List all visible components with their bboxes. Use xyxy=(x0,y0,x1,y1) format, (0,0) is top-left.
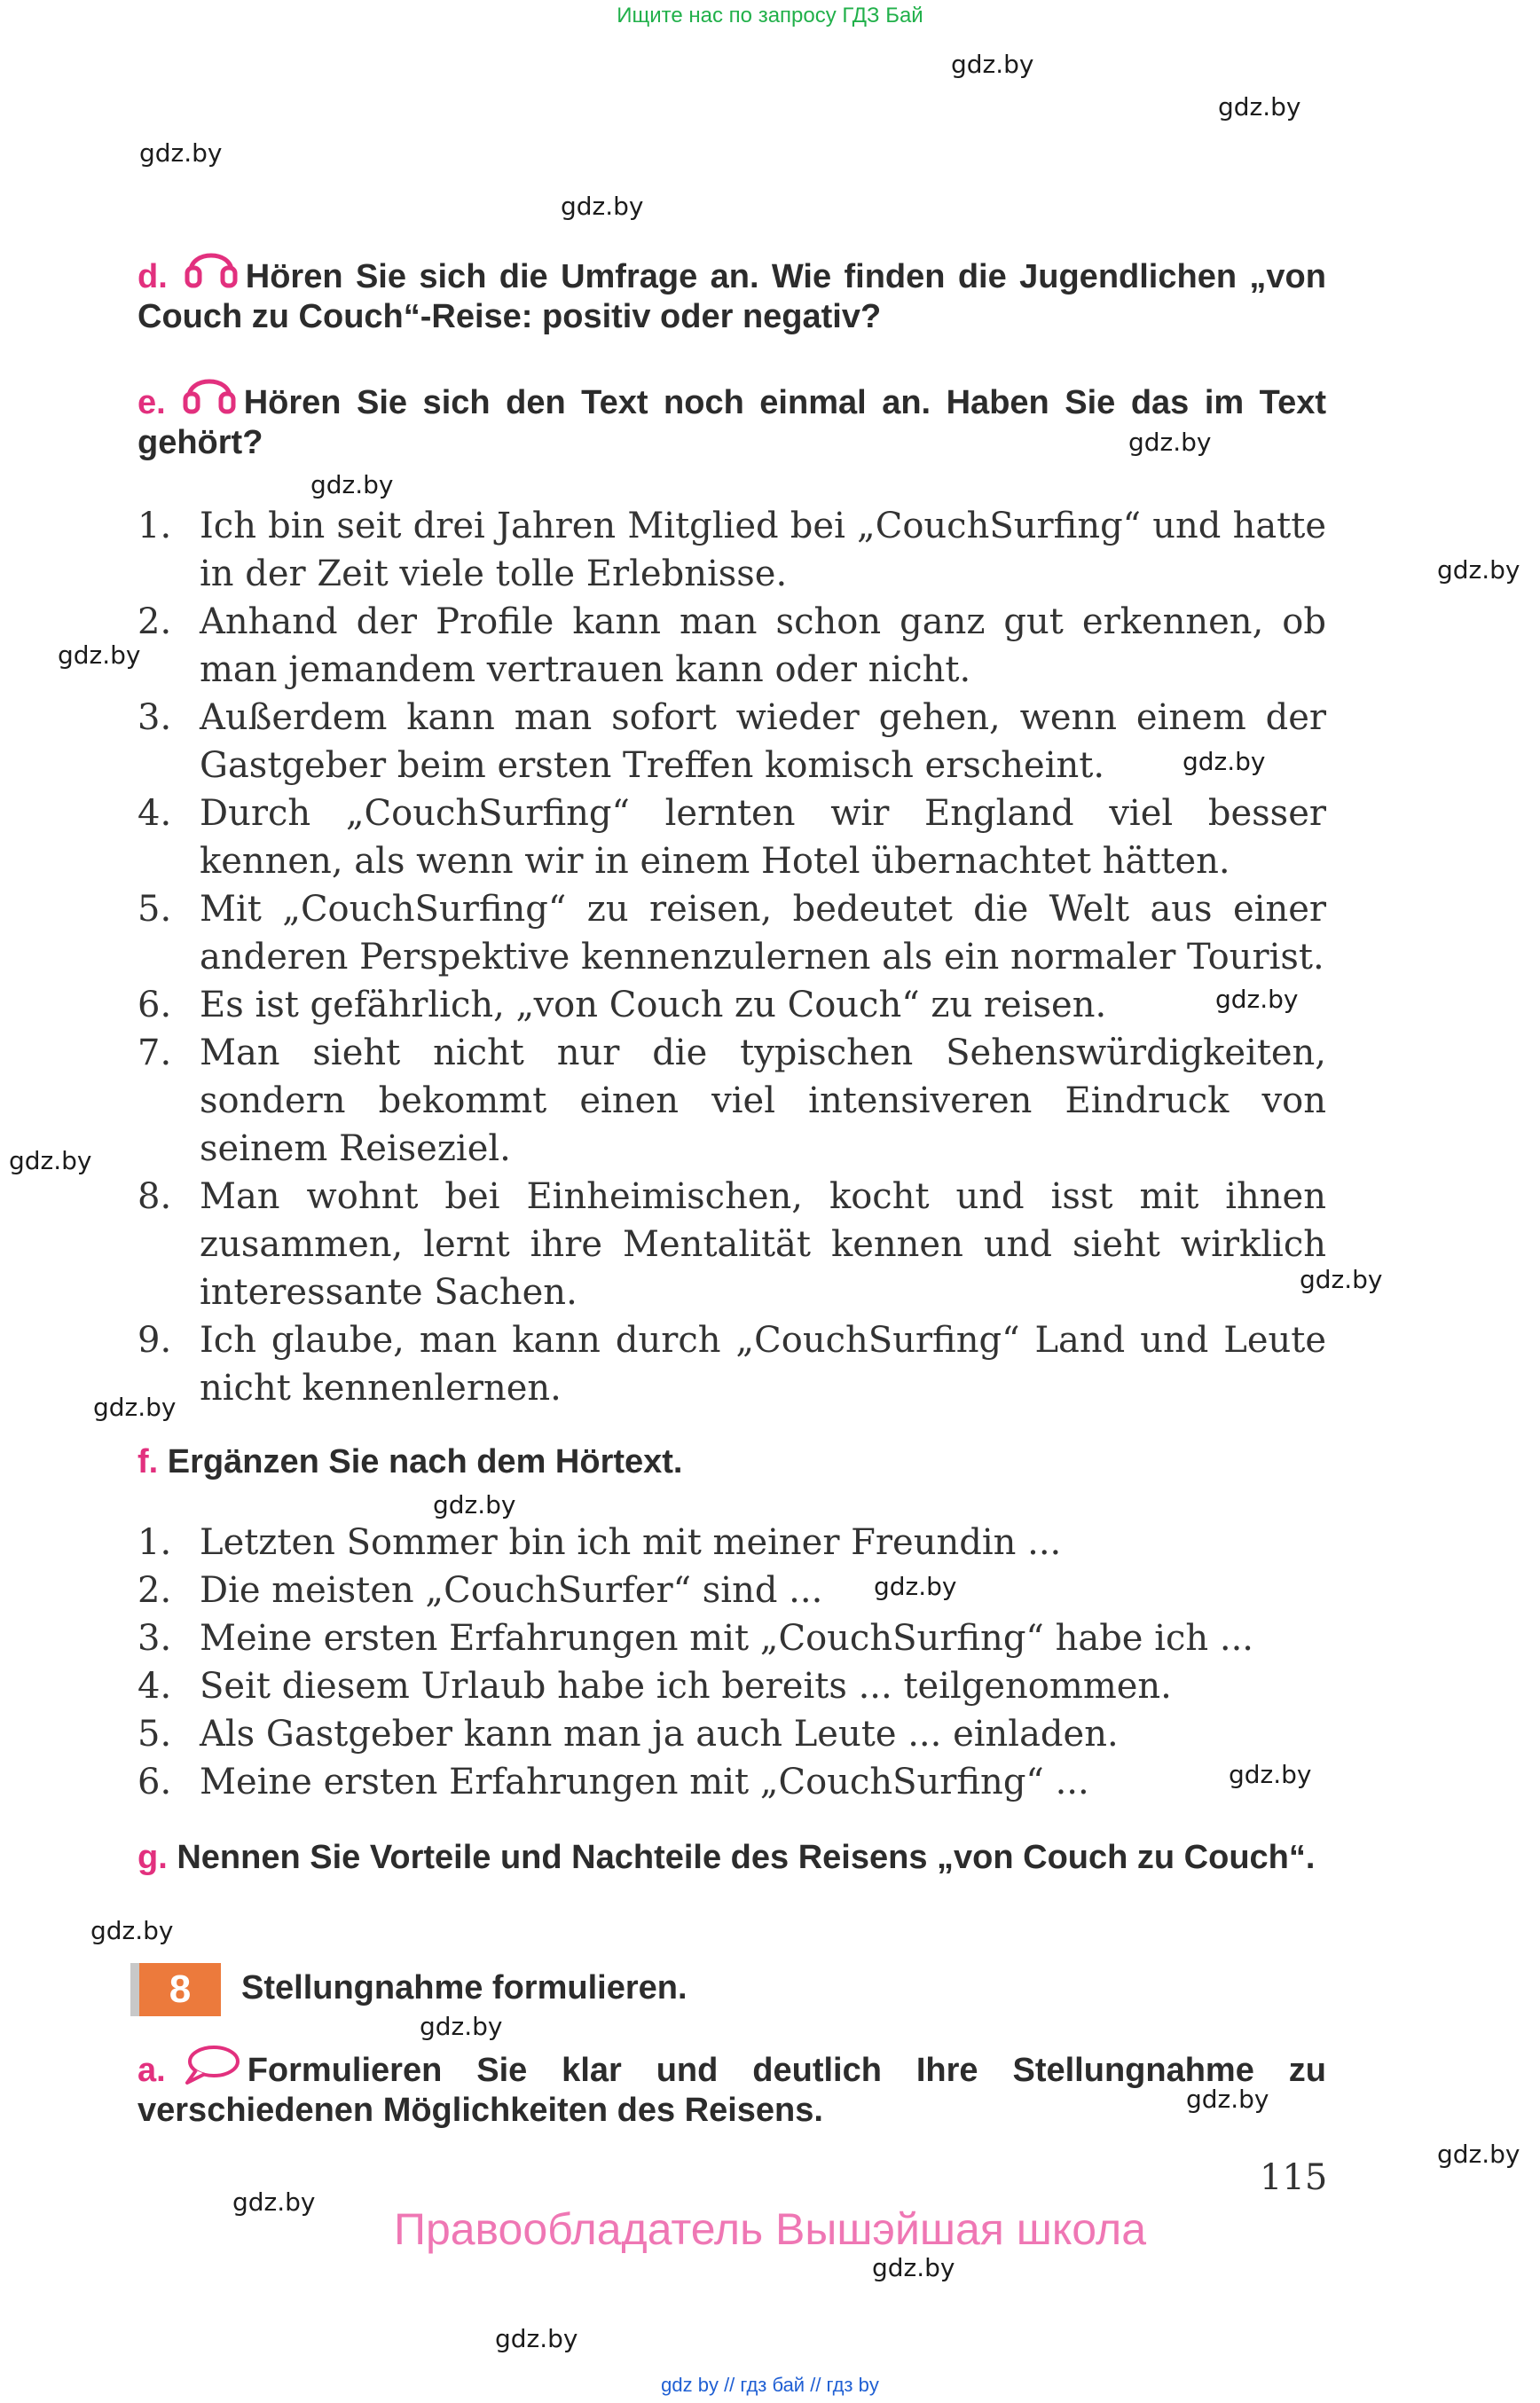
watermark: gdz.by xyxy=(9,1146,92,1175)
item-text: Meine ersten Erfahrungen mit „CouchSurfing“ habe ich ... xyxy=(200,1618,1254,1659)
page-number: 115 xyxy=(1260,2157,1328,2198)
headphones-icon xyxy=(184,241,239,289)
list-item xyxy=(138,789,1326,885)
top-search-hint: Ищите нас по запросу ГДЗ Бай xyxy=(617,4,923,27)
watermark: gdz.by xyxy=(139,138,223,168)
list-item xyxy=(138,1519,1326,1567)
watermark: gdz.by xyxy=(1182,747,1266,776)
task-d xyxy=(138,241,1326,337)
copyright-notice: Правообладатель Вышэйшая школа xyxy=(394,2204,1146,2254)
item-number: 3. xyxy=(138,1618,172,1659)
watermark: gdz.by xyxy=(872,2253,955,2282)
list-item xyxy=(138,885,1326,981)
item-number: 1. xyxy=(138,1522,172,1563)
item-text: Ich bin seit drei Jahren Mitglied bei „CouchSurfing“ und hatte in der Zeit viele tolle Erlebnisse. xyxy=(200,506,1326,594)
watermark: gdz.by xyxy=(1128,428,1212,457)
item-number: 5. xyxy=(138,1714,172,1755)
task-f-text: Ergänzen Sie nach dem Hörtext. xyxy=(167,1443,683,1480)
exercise-number-badge: 8 xyxy=(139,1963,221,2016)
item-text: Meine ersten Erfahrungen mit „CouchSurfing“ ... xyxy=(200,1762,1089,1802)
list-item xyxy=(138,598,1326,694)
task-a xyxy=(138,2044,1326,2131)
item-text: Anhand der Profile kann man schon ganz gut erkennen, ob man jemandem vertrauen kann oder nicht. xyxy=(200,601,1326,690)
watermark: gdz.by xyxy=(495,2324,578,2353)
watermark: gdz.by xyxy=(58,640,141,670)
task-a-letter: a. xyxy=(138,2052,166,2089)
item-text: Durch „CouchSurfing“ lernten wir England viel besser kennen, als wenn wir in einem Hotel übernachtet hätten. xyxy=(200,793,1326,882)
item-number: 3. xyxy=(138,697,172,738)
watermark: gdz.by xyxy=(1437,2140,1520,2169)
watermark: gdz.by xyxy=(1300,1265,1383,1294)
watermark: gdz.by xyxy=(1229,1760,1312,1789)
list-item xyxy=(138,1614,1326,1662)
item-text: Als Gastgeber kann man ja auch Leute ... einladen. xyxy=(200,1714,1119,1755)
item-number: 6. xyxy=(138,1762,172,1802)
watermark: gdz.by xyxy=(310,470,394,499)
watermark: gdz.by xyxy=(1186,2085,1269,2114)
item-number: 1. xyxy=(138,506,172,546)
watermark: gdz.by xyxy=(90,1916,174,1945)
item-text: Ich glaube, man kann durch „CouchSurfing“ Land und Leute nicht kennenlernen. xyxy=(200,1320,1326,1409)
exercise-title: Stellungnahme formulieren. xyxy=(241,1969,688,2006)
item-text: Mit „CouchSurfing“ zu reisen, bedeutet die Welt aus einer anderen Perspektive kennenzulernen als ein normaler Tourist. xyxy=(200,889,1326,978)
item-number: 4. xyxy=(138,793,172,834)
watermark: gdz.by xyxy=(232,2187,316,2217)
list-item xyxy=(138,981,1326,1029)
watermark: gdz.by xyxy=(561,192,644,221)
item-text: Es ist gefährlich, „von Couch zu Couch“ zu reisen. xyxy=(200,985,1107,1025)
item-text: Man sieht nicht nur die typischen Sehenswürdigkeiten, sondern bekommt einen viel intensiveren Eindruck von seinem Reiseziel. xyxy=(200,1033,1326,1169)
task-f-letter: f. xyxy=(138,1443,159,1480)
list-item xyxy=(138,1316,1326,1412)
watermark: gdz.by xyxy=(420,2012,503,2041)
task-g-text: Nennen Sie Vorteile und Nachteile des Reisens „von Couch zu Couch“. xyxy=(177,1839,1316,1876)
watermark: gdz.by xyxy=(874,1572,957,1601)
list-item xyxy=(138,1173,1326,1316)
speech-bubble-icon xyxy=(182,2044,240,2085)
item-number: 4. xyxy=(138,1666,172,1707)
list-item xyxy=(138,502,1326,598)
list-item xyxy=(138,1662,1326,1710)
task-a-text: Formulieren Sie klar und deutlich Ihre Stellungnahme zu verschiedenen Möglichkeiten des Reisens. xyxy=(138,2052,1326,2129)
task-e xyxy=(138,367,1326,463)
item-text: Außerdem kann man sofort wieder gehen, wenn einem der Gastgeber beim ersten Treffen komisch erscheint. xyxy=(200,697,1326,786)
list-item xyxy=(138,1710,1326,1758)
list-item xyxy=(138,1029,1326,1173)
completion-list xyxy=(138,1519,1326,1806)
task-g xyxy=(138,1838,1326,1878)
watermark: gdz.by xyxy=(1437,555,1520,585)
list-item xyxy=(138,1567,1326,1614)
item-number: 2. xyxy=(138,601,172,642)
item-text: Letzten Sommer bin ich mit meiner Freundin ... xyxy=(200,1522,1062,1563)
task-e-text: Hören Sie sich den Text noch einmal an. Haben Sie das im Text gehört? xyxy=(138,384,1326,461)
item-text: Seit diesem Urlaub habe ich bereits ... teilgenommen. xyxy=(200,1666,1172,1707)
statement-list xyxy=(138,502,1326,1412)
list-item xyxy=(138,694,1326,789)
footer-links[interactable]: gdz by // гдз бай // гдз by xyxy=(661,2374,879,2396)
item-text: Man wohnt bei Einheimischen, kocht und isst mit ihnen zusammen, lernt ihre Mentalität kennen und sieht wirklich interessante Sachen. xyxy=(200,1176,1326,1313)
item-number: 8. xyxy=(138,1176,172,1217)
item-text: Die meisten „CouchSurfer“ sind ... xyxy=(200,1570,823,1611)
watermark: gdz.by xyxy=(1215,985,1299,1014)
task-e-letter: e. xyxy=(138,384,166,421)
task-g-letter: g. xyxy=(138,1839,168,1876)
headphones-icon xyxy=(182,367,237,415)
task-f xyxy=(138,1442,1326,1482)
item-number: 2. xyxy=(138,1570,172,1611)
watermark: gdz.by xyxy=(1218,92,1301,122)
task-d-letter: d. xyxy=(138,258,168,295)
watermark: gdz.by xyxy=(951,50,1034,79)
list-item xyxy=(138,1758,1326,1806)
item-number: 6. xyxy=(138,985,172,1025)
watermark: gdz.by xyxy=(433,1490,516,1520)
item-number: 5. xyxy=(138,889,172,930)
watermark: gdz.by xyxy=(93,1393,177,1422)
item-number: 9. xyxy=(138,1320,172,1361)
task-d-text: Hören Sie sich die Umfrage an. Wie finden die Jugendlichen „von Couch zu Couch“-Reise: positiv oder negativ? xyxy=(138,258,1326,335)
item-number: 7. xyxy=(138,1033,172,1073)
